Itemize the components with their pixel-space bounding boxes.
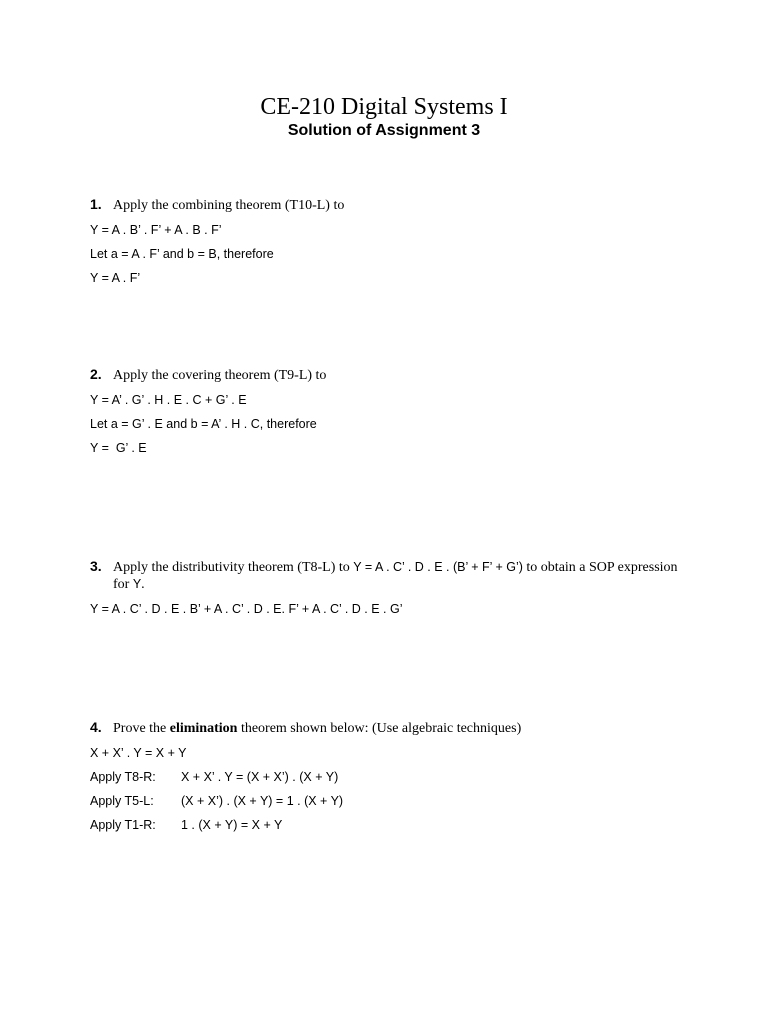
prompt-expression: Y = A . C’ . D . E . (B’ + F’ + G’) <box>353 560 523 574</box>
theorem-statement: X + X’ . Y = X + Y <box>90 746 187 760</box>
proof-step <box>90 793 690 809</box>
prompt-text: . <box>141 577 145 592</box>
question-number: 4. <box>90 719 102 735</box>
proof-step-label: Apply T8-R: <box>90 770 156 784</box>
answer-line: Y = A . C’ . D . E . B’ + A . C’ . D . E. F’ + A . C’ . D . E . G’ <box>90 602 403 616</box>
question-prompt <box>113 721 521 737</box>
question-number: 2. <box>90 366 102 382</box>
question-number: 3. <box>90 558 102 574</box>
question-4 <box>90 719 690 833</box>
proof-step-label: Apply T5-L: <box>90 794 154 808</box>
answer-line: Let a = G’ . E and b = A’ . H . C, therefore <box>90 417 317 431</box>
prompt-text: theorem shown below: (Use algebraic techniques) <box>237 721 522 736</box>
question-number: 1. <box>90 196 102 212</box>
answer-line: Y = A . F’ <box>90 271 141 285</box>
question-1 <box>90 196 690 286</box>
answer-line: Y = A . B’ . F’ + A . B . F’ <box>90 223 222 237</box>
question-3 <box>90 558 690 617</box>
answer-line: Y = A’ . G’ . H . E . C + G’ . E <box>90 393 247 407</box>
proof-step-label: Apply T1-R: <box>90 818 156 832</box>
proof-step-expression: (X + X’) . (X + Y) = 1 . (X + Y) <box>181 794 344 808</box>
proof-step-expression: 1 . (X + Y) = X + Y <box>181 818 283 832</box>
proof-step-expression: X + X’ . Y = (X + X’) . (X + Y) <box>181 770 339 784</box>
prompt-variable: Y <box>132 577 142 591</box>
question-prompt: Apply the combining theorem (T10-L) to <box>113 198 345 213</box>
prompt-bold-term: elimination <box>169 721 238 736</box>
prompt-text: Prove the <box>113 721 170 736</box>
question-prompt <box>113 559 690 593</box>
proof-step <box>90 769 690 785</box>
document-title: CE-210 Digital Systems I <box>260 94 508 120</box>
document-subtitle: Solution of Assignment 3 <box>287 122 481 139</box>
proof-step <box>90 817 690 833</box>
answer-line: Let a = A . F’ and b = B, therefore <box>90 247 274 261</box>
prompt-text: Apply the distributivity theorem (T8-L) to <box>113 560 354 575</box>
answer-line: Y = G’ . E <box>90 441 147 455</box>
prompt-text: to obtain a SOP expression for <box>113 560 678 592</box>
question-2 <box>90 366 690 456</box>
question-prompt: Apply the covering theorem (T9-L) to <box>113 368 327 383</box>
